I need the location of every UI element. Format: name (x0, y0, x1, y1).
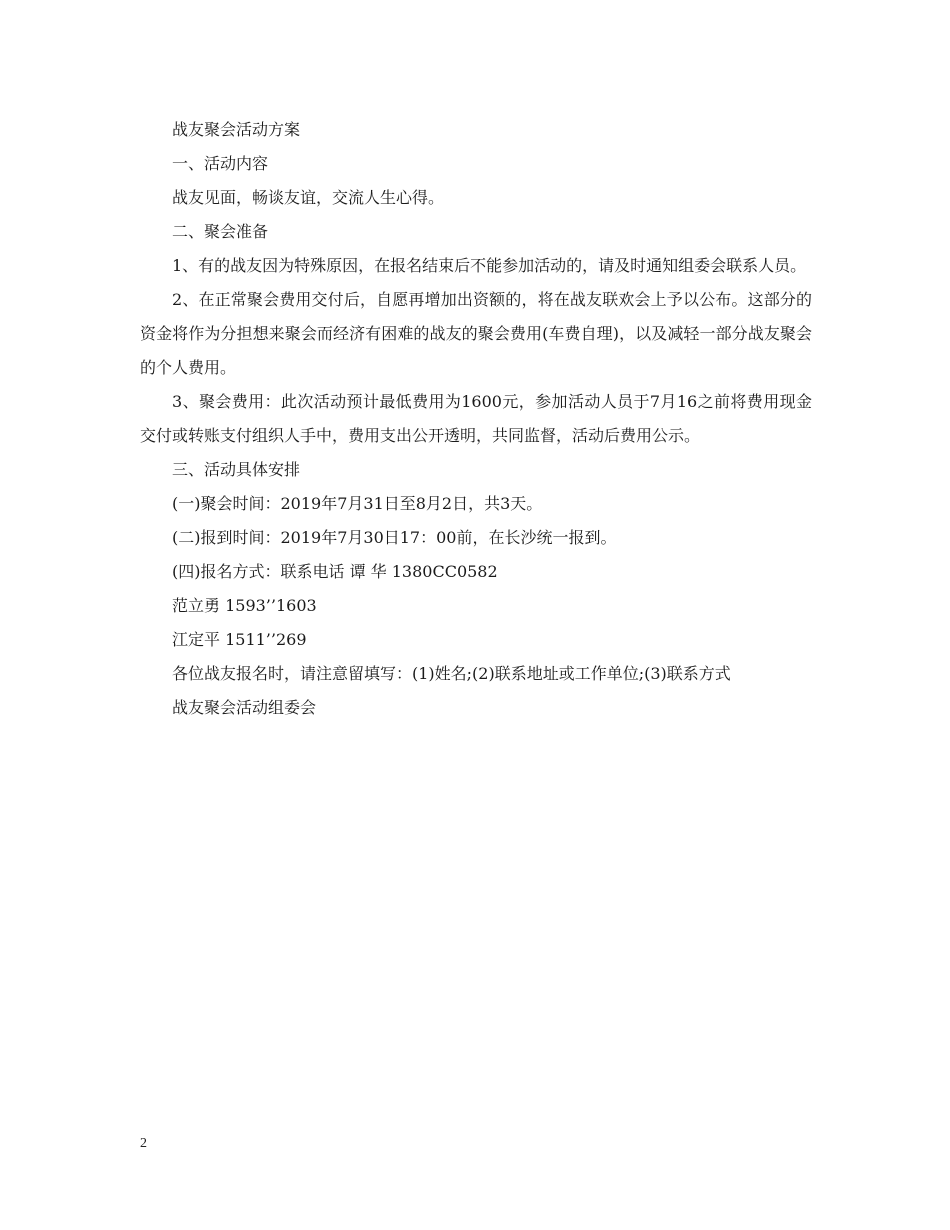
section-heading-preparation: 二、聚会准备 (172, 222, 269, 241)
signature-organizer: 战友聚会活动组委会 (172, 698, 317, 717)
contact-line-2: 江定平 1511’’269 (172, 630, 307, 649)
paragraph-activity-content: 战友见面，畅谈友谊，交流人生心得。 (172, 188, 445, 207)
schedule-checkin-time: (二)报到时间：2019年7月30日17：00前，在长沙统一报到。 (172, 528, 617, 547)
paragraph-preparation-2: 2、在正常聚会费用交付后，自愿再增加出资额的，将在战友联欢会上予以公布。这部分的资金将作为分担想来聚会而经济有困难的战友的聚会费用(车费自理)，以及减轻一部分战友聚会的个人费用。 (140, 290, 812, 377)
document-body (140, 113, 812, 725)
document-title: 战友聚会活动方案 (172, 120, 301, 139)
section-heading-activity-content: 一、活动内容 (172, 154, 269, 173)
paragraph-preparation-1: 1、有的战友因为特殊原因，在报名结束后不能参加活动的，请及时通知组委会联系人员。 (172, 256, 807, 275)
contact-line-1: 范立勇 1593’’1603 (172, 596, 317, 615)
paragraph-preparation-3: 3、聚会费用：此次活动预计最低费用为1600元，参加活动人员于7月16之前将费用现金交付或转账支付组织人手中，费用支出公开透明，共同监督，活动后费用公示。 (140, 392, 812, 445)
schedule-registration-method: (四)报名方式：联系电话 谭 华 1380CC0582 (172, 562, 498, 581)
registration-note: 各位战友报名时，请注意留填写：(1)姓名;(2)联系地址或工作单位;(3)联系方式 (172, 664, 731, 683)
section-heading-schedule: 三、活动具体安排 (172, 460, 301, 479)
schedule-meeting-time: (一)聚会时间：2019年7月31日至8月2日，共3天。 (172, 494, 543, 513)
page-number: 2 (140, 1136, 147, 1151)
